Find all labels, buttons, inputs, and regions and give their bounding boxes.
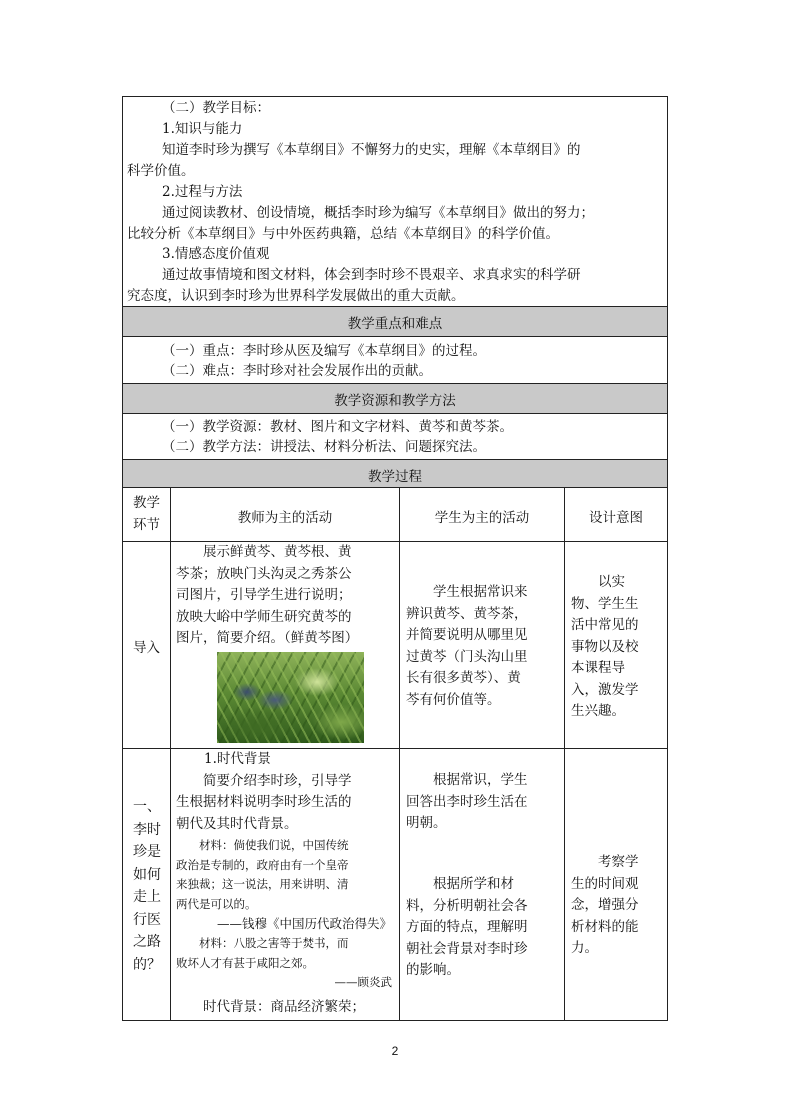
intro-teacher-line: 展示鲜黄芩、黄芩根、黄 <box>176 544 352 560</box>
intro-intent-line: 入，激发学 <box>571 681 639 698</box>
material-1-source: ——钱穆《中国历代政治得失》 <box>216 916 392 931</box>
row-one-student-text-1: 根据常识，学生 回答出李时珍生活在 明朝。 <box>406 772 528 831</box>
col-header-student: 学生为主的活动 <box>434 510 530 526</box>
process-header: 教学过程 <box>368 469 422 485</box>
methods-item: （二）教学方法：讲授法、材料分析法、问题探究法。 <box>162 439 486 455</box>
intro-teacher-line: 放映大峪中学师生研究黄芩的 <box>176 608 352 625</box>
keypoint-difficulty: （二）难点：李时珍对社会发展作出的贡献。 <box>162 363 432 379</box>
objective-1-title: 1.知识与能力 <box>162 121 243 137</box>
intro-teacher-line: 图片，简要介绍。（鲜黄芩图） <box>176 630 359 646</box>
intro-student-line: 并简要说明从哪里见 <box>406 627 528 643</box>
intro-intent-text <box>571 572 665 723</box>
row-one-stage-label: 一、 李时 珍是 如何 走上 行医 之路 的？ <box>133 799 161 973</box>
intro-student-text <box>406 582 562 711</box>
intro-intent-line: 本课程导 <box>571 660 625 676</box>
resources-item: （一）教学资源：教材、图片和文字材料、黄芩和黄芩茶。 <box>162 419 513 435</box>
objective-3-line-1: 通过故事情境和图文材料，体会到李时珍不畏艰辛、求真求实的科学研 <box>162 267 581 283</box>
fresh-scutellaria-photo <box>217 652 364 743</box>
intro-stage-label: 导入 <box>133 640 160 656</box>
intro-student-line: 芩有何价值等。 <box>406 691 501 708</box>
objective-2-line-2: 比较分析《本草纲目》与中外医药典籍，总结《本草纲目》的科学价值。 <box>127 226 559 242</box>
intro-teacher-text <box>176 542 398 650</box>
intro-intent-line: 生兴趣。 <box>571 703 625 719</box>
intro-intent-line: 以实 <box>571 574 625 590</box>
page-number: 2 <box>391 1044 399 1058</box>
keypoint-emphasis: （一）重点：李时珍从医及编写《本草纲目》的过程。 <box>162 343 486 359</box>
keypoints-header: 教学重点和难点 <box>347 316 443 332</box>
row-one-intent-text: 考察学 生的时间观 念，增强分 析材料的能 力。 <box>571 854 639 956</box>
objectives-heading: （二）教学目标： <box>162 100 270 116</box>
era-background-line: 时代背景：商品经济繁荣； <box>176 999 365 1015</box>
col-header-stage: 教学 环节 <box>133 495 160 533</box>
row-one-student-text-2: 根据所学和材 料，分析明朝社会各 方面的特点，理解明 朝社会背景对李时珍 的影响。 <box>406 876 528 978</box>
material-2-source: ——顾炎武 <box>334 975 392 989</box>
objective-3-title: 3.情感态度价值观 <box>162 246 270 262</box>
objective-2-line-1: 通过阅读教材、创设情境，概括李时珍为编写《本草纲目》做出的努力； <box>162 205 594 221</box>
material-2: 材料：八股之害等于焚书，而 败坏人才有甚于咸阳之郊。 ——顾炎武 <box>176 934 398 993</box>
row-one-teacher-text: 1.时代背景 简要介绍李时珍，引导学 生根据材料说明李时珍生活的 朝代及其时代背景。 <box>176 749 398 835</box>
section-title: 1.时代背景 <box>204 751 271 767</box>
col-header-teacher: 教师为主的活动 <box>237 510 333 526</box>
intro-intent-line: 事物以及校 <box>571 638 639 655</box>
intro-student-line: 学生根据常识来 <box>406 584 528 600</box>
objective-1-line-1: 知道李时珍为撰写《本草纲目》不懈努力的史实，理解《本草纲目》的 <box>162 142 581 158</box>
intro-student-line: 辨识黄芩、黄芩茶， <box>406 605 528 622</box>
intro-student-line: 过黄芩（门头沟山里 <box>406 648 528 665</box>
intro-teacher-line: 芩茶；放映门头沟灵之秀茶公 <box>176 565 352 582</box>
objective-2-title: 2.过程与方法 <box>162 184 243 200</box>
intro-teacher-line: 司图片，引导学生进行说明； <box>176 587 352 603</box>
resources-header: 教学资源和教学方法 <box>334 393 456 409</box>
objective-3-line-2: 究态度，认识到李时珍为世界科学发展做出的重大贡献。 <box>127 288 465 304</box>
col-header-intent: 设计意图 <box>589 510 643 526</box>
intro-intent-line: 物、学生生 <box>571 595 639 612</box>
intro-intent-line: 活中常见的 <box>571 617 639 633</box>
material-1: 材料：倘使我们说，中国传统 政治是专制的，政府由有一个皇帝 来独裁；这一说法，用来讲明、清 两代是可以的。 ——钱穆《中国历代政治得失》 <box>176 836 398 934</box>
objective-1-line-2: 科学价值。 <box>127 163 195 179</box>
intro-student-line: 长有很多黄芩）、黄 <box>406 670 521 686</box>
